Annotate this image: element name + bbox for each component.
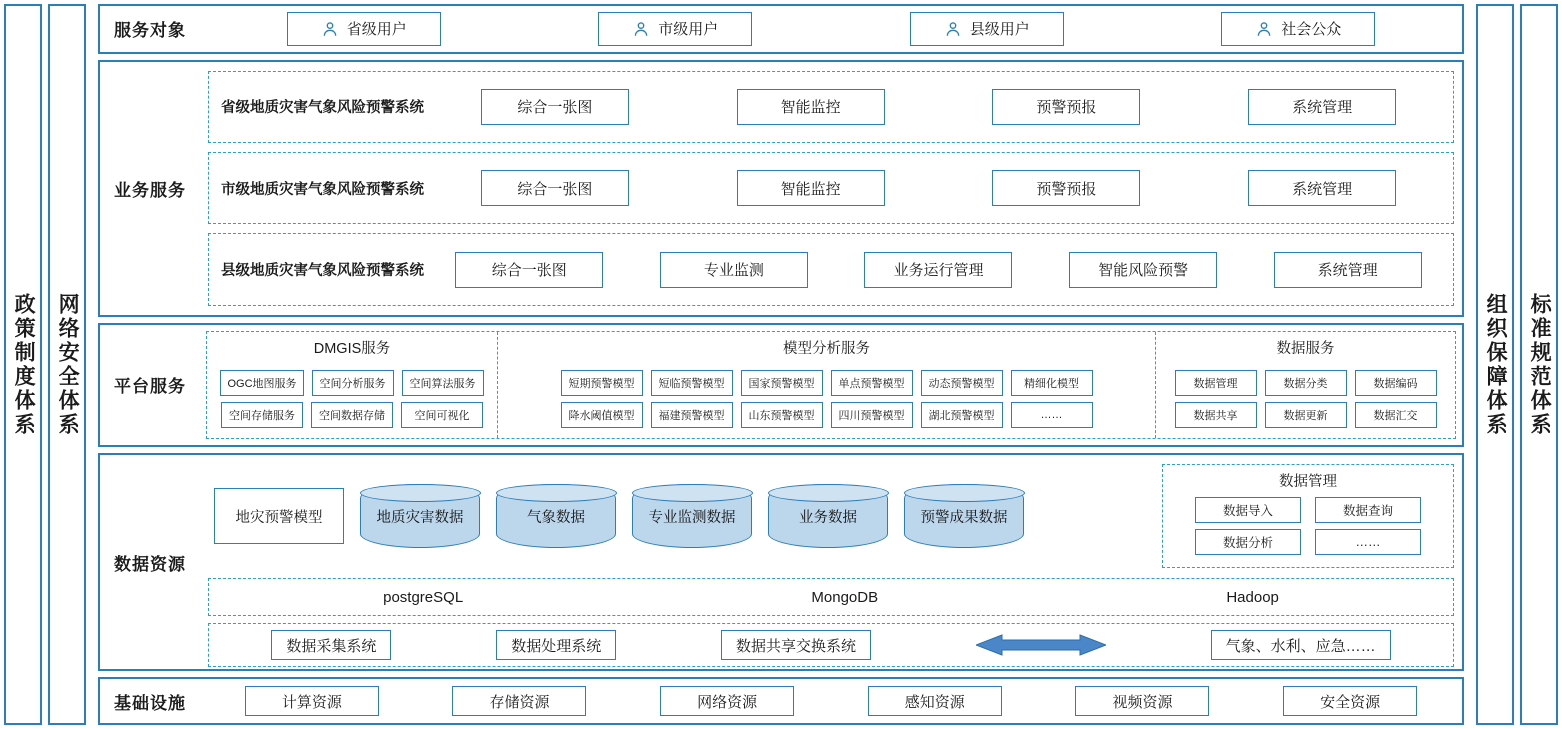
platform-item[interactable]: 精细化模型	[1011, 370, 1093, 396]
platform-item[interactable]: 降水阈值模型	[561, 402, 643, 428]
band-data-title: 数据资源	[114, 554, 186, 574]
platform-body	[200, 325, 1462, 445]
double-arrow-icon	[976, 633, 1106, 657]
data-cylinders	[208, 484, 1154, 548]
service-object-label: 县级用户	[969, 21, 1030, 39]
business-item[interactable]: 智能监控	[737, 89, 885, 125]
data-management-item[interactable]: 数据分析	[1195, 529, 1301, 555]
business-item[interactable]: 智能风险预警	[1069, 252, 1217, 288]
band-data-resources	[98, 453, 1464, 671]
business-row-items	[432, 252, 1445, 288]
service-object-label: 省级用户	[346, 21, 407, 39]
data-cylinder-label: 业务数据	[799, 509, 857, 526]
platform-grid-row	[213, 402, 491, 428]
business-item[interactable]: 综合一张图	[481, 170, 629, 206]
business-item[interactable]: 综合一张图	[455, 252, 603, 288]
platform-item[interactable]: ……	[1011, 402, 1093, 428]
external-systems[interactable]: 气象、水利、应急……	[1211, 630, 1391, 660]
band-business-services	[98, 60, 1464, 317]
business-item[interactable]: 预警预报	[992, 170, 1140, 206]
service-object-item[interactable]	[598, 12, 752, 46]
platform-grid-row	[504, 402, 1149, 428]
data-cylinder-label: 地质灾害数据	[376, 509, 464, 526]
database-label: Hadoop	[1226, 588, 1279, 606]
side-column-org-label: 组织保障体系	[1484, 292, 1508, 437]
side-column-netsec	[48, 4, 86, 725]
band-business-title: 业务服务	[114, 180, 186, 200]
service-object-item[interactable]	[1221, 12, 1375, 46]
side-column-org	[1476, 4, 1514, 725]
platform-item[interactable]: 湖北预警模型	[921, 402, 1003, 428]
data-body	[200, 455, 1462, 669]
data-management-item[interactable]: ……	[1315, 529, 1421, 555]
infrastructure-item[interactable]: 视频资源	[1075, 686, 1209, 716]
data-cylinder-label: 预警成果数据	[920, 509, 1008, 526]
business-item[interactable]: 业务运行管理	[864, 252, 1012, 288]
person-icon	[321, 20, 339, 38]
business-row-label: 市级地质灾害气象风险预警系统	[221, 181, 424, 198]
model-box[interactable]: 地灾预警模型	[214, 488, 344, 544]
band-service-objects-title: 服务对象	[114, 21, 186, 41]
data-management-item[interactable]: 数据查询	[1315, 497, 1421, 523]
platform-group-title: DMGIS服务	[313, 340, 391, 357]
platform-item[interactable]: 空间数据存储	[311, 402, 393, 428]
infrastructure-item[interactable]: 计算资源	[245, 686, 379, 716]
platform-item[interactable]: 空间可视化	[401, 402, 483, 428]
platform-group-title: 模型分析服务	[783, 340, 870, 357]
side-column-policy	[4, 4, 42, 725]
band-platform-services	[98, 323, 1464, 447]
system-item[interactable]: 数据处理系统	[496, 630, 616, 660]
data-cylinder[interactable]	[632, 484, 752, 548]
person-icon	[944, 20, 962, 38]
platform-item[interactable]: 数据分类	[1265, 370, 1347, 396]
data-management-item[interactable]: 数据导入	[1195, 497, 1301, 523]
platform-item[interactable]: 福建预警模型	[651, 402, 733, 428]
service-object-label: 市级用户	[658, 21, 719, 39]
business-rows	[200, 62, 1462, 315]
service-object-item[interactable]	[287, 12, 441, 46]
platform-group-grid	[213, 363, 491, 435]
business-item[interactable]: 智能监控	[737, 170, 885, 206]
database-label: postgreSQL	[383, 588, 464, 606]
platform-group-grid	[1162, 363, 1449, 435]
platform-groups	[206, 331, 1456, 439]
data-cylinder[interactable]	[360, 484, 480, 548]
person-icon	[632, 20, 650, 38]
service-object-label: 社会公众	[1281, 21, 1342, 39]
infrastructure-item[interactable]: 感知资源	[868, 686, 1002, 716]
business-row-county	[208, 233, 1454, 305]
platform-item[interactable]: 四川预警模型	[831, 402, 913, 428]
band-infrastructure-title: 基础设施	[114, 693, 186, 713]
data-cylinder-label: 专业监测数据	[648, 509, 736, 526]
platform-item[interactable]: 数据汇交	[1355, 402, 1437, 428]
platform-group-model-analysis	[497, 332, 1155, 438]
platform-grid-row	[213, 370, 491, 396]
side-column-netsec-label: 网络安全体系	[56, 292, 80, 437]
business-item[interactable]: 系统管理	[1274, 252, 1422, 288]
platform-item[interactable]: 空间分析服务	[312, 370, 394, 396]
platform-item[interactable]: 空间算法服务	[402, 370, 484, 396]
business-item[interactable]: 预警预报	[992, 89, 1140, 125]
system-item[interactable]: 数据采集系统	[271, 630, 391, 660]
data-management-row	[1195, 529, 1421, 555]
person-icon	[1255, 20, 1273, 38]
platform-group-dmgis	[207, 332, 497, 438]
business-item[interactable]: 综合一张图	[481, 89, 629, 125]
band-infrastructure	[98, 677, 1464, 725]
business-item[interactable]: 专业监测	[660, 252, 808, 288]
service-object-item[interactable]	[910, 12, 1064, 46]
data-cylinder-label: 气象数据	[527, 509, 585, 526]
business-row-label: 省级地质灾害气象风险预警系统	[221, 100, 424, 117]
business-row-items	[432, 89, 1445, 125]
service-objects-list	[200, 6, 1462, 52]
platform-grid-row	[1162, 402, 1449, 428]
platform-item[interactable]: 数据共享	[1175, 402, 1257, 428]
side-column-standard	[1520, 4, 1558, 725]
band-platform-title: 平台服务	[114, 377, 186, 397]
business-item[interactable]: 系统管理	[1248, 89, 1396, 125]
platform-item[interactable]: 空间存储服务	[221, 402, 303, 428]
infrastructure-item[interactable]: 安全资源	[1283, 686, 1417, 716]
infrastructure-item[interactable]: 存储资源	[452, 686, 586, 716]
system-item[interactable]: 数据共享交换系统	[721, 630, 871, 660]
data-cylinder[interactable]	[496, 484, 616, 548]
platform-item[interactable]: 短临预警模型	[651, 370, 733, 396]
platform-item[interactable]: 数据管理	[1175, 370, 1257, 396]
business-item[interactable]: 系统管理	[1248, 170, 1396, 206]
side-column-policy-label: 政策制度体系	[12, 292, 36, 437]
side-column-standard-label: 标准规范体系	[1528, 292, 1552, 437]
platform-item[interactable]: 短期预警模型	[561, 370, 643, 396]
business-row-province	[208, 71, 1454, 143]
infrastructure-items	[200, 679, 1462, 723]
data-stores-row	[208, 461, 1454, 571]
platform-item[interactable]: 数据更新	[1265, 402, 1347, 428]
platform-item[interactable]: 动态预警模型	[921, 370, 1003, 396]
platform-item[interactable]: OGC地图服务	[220, 370, 303, 396]
platform-item[interactable]: 山东预警模型	[741, 402, 823, 428]
data-cylinder[interactable]	[904, 484, 1024, 548]
platform-item[interactable]: 单点预警模型	[831, 370, 913, 396]
infrastructure-item[interactable]: 网络资源	[660, 686, 794, 716]
database-row	[208, 578, 1454, 616]
data-management-title: 数据管理	[1279, 474, 1337, 491]
platform-group-data-service	[1155, 332, 1455, 438]
business-row-city	[208, 152, 1454, 224]
band-service-objects	[98, 4, 1464, 54]
platform-group-title: 数据服务	[1276, 340, 1335, 357]
business-row-label: 县级地质灾害气象风险预警系统	[221, 263, 424, 280]
system-row	[208, 623, 1454, 667]
platform-grid-row	[1162, 370, 1449, 396]
business-row-items	[432, 170, 1445, 206]
platform-item[interactable]: 数据编码	[1355, 370, 1437, 396]
data-management-row	[1195, 497, 1421, 523]
data-cylinder[interactable]	[768, 484, 888, 548]
database-label: MongoDB	[811, 588, 879, 606]
platform-item[interactable]: 国家预警模型	[741, 370, 823, 396]
platform-group-grid	[504, 363, 1149, 435]
platform-grid-row	[504, 370, 1149, 396]
data-management-panel	[1162, 464, 1454, 568]
main-stack	[98, 4, 1464, 725]
